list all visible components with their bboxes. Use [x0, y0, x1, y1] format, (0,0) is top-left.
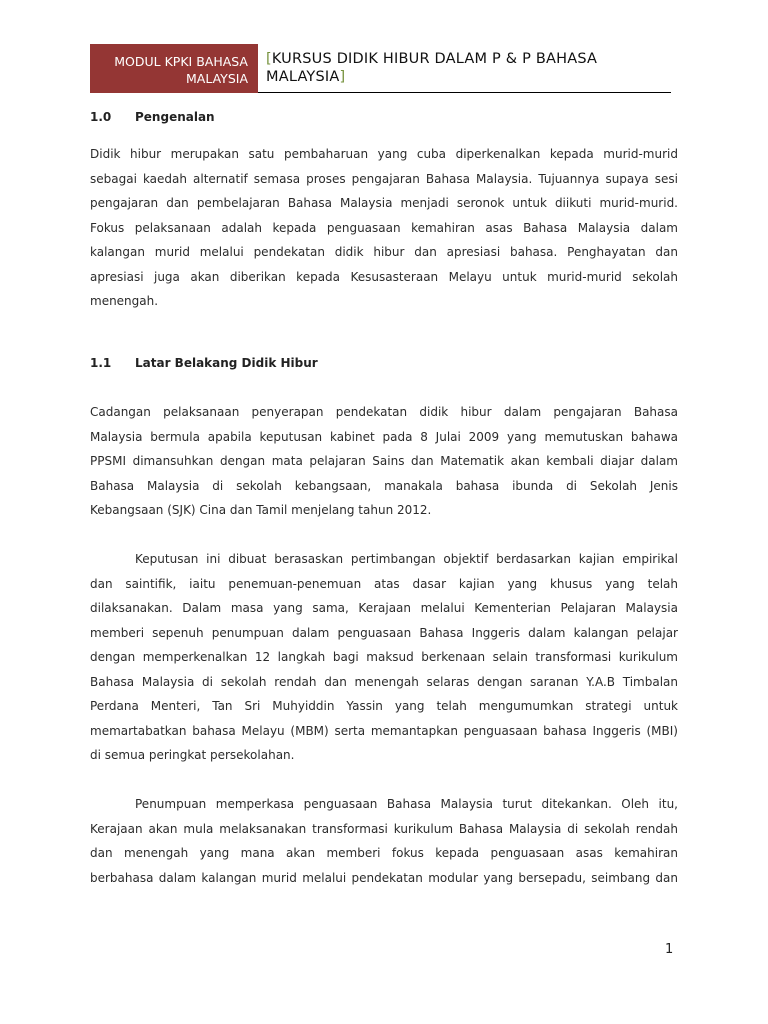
course-title-line1: KURSUS DIDIK HIBUR DALAM P & P BAHASA	[271, 51, 598, 67]
module-label-line2: MALAYSIA	[186, 71, 248, 86]
text-line: berbahasa dalam kalangan murid melalui pendekatan modular yang bersepadu, seimbang dan	[90, 870, 678, 885]
text-line: sebagai kaedah alternatif semasa proses pengajaran Bahasa Malaysia. Tujuannya supaya sesi	[90, 171, 678, 186]
text-line: PPSMI dimansuhkan dengan mata pelajaran Sains dan Matematik akan kembali diajar dalam	[90, 454, 678, 468]
paragraph-background-1	[90, 400, 678, 523]
header-rule	[258, 92, 671, 93]
title-bracket-open: [	[266, 51, 272, 67]
text-line: Penumpuan memperkasa penguasaan Bahasa Malaysia turut ditekankan. Oleh itu,	[135, 797, 678, 811]
text-line: dilaksanakan. Dalam masa yang sama, Kerajaan melalui Kementerian Pelajaran Malaysia	[90, 601, 678, 615]
text-line: Bahasa Malaysia di sekolah rendah dan menengah selaras dengan saranan Y.A.B Timbalan	[90, 674, 678, 689]
text-line: kalangan murid melalui pendekatan didik hibur dan apresiasi bahasa. Penghayatan dan	[90, 245, 678, 259]
paragraph-background-2	[90, 547, 678, 768]
text-line: memartabatkan bahasa Melayu (MBM) serta memantapkan penguasaan bahasa Inggeris (MBI)	[90, 723, 678, 738]
module-label-line1: MODUL KPKI BAHASA	[114, 54, 248, 69]
text-line: Fokus pelaksanaan adalah kepada penguasaan kemahiran asas Bahasa Malaysia dalam	[90, 220, 678, 235]
section-title: Pengenalan	[135, 110, 215, 124]
course-title-line2: MALAYSIA	[266, 69, 340, 85]
text-line: di semua peringkat persekolahan.	[90, 748, 295, 762]
text-line: Kebangsaan (SJK) Cina dan Tamil menjelang tahun 2012.	[90, 503, 432, 517]
text-line: Didik hibur merupakan satu pembaharuan yang cuba diperkenalkan kepada murid-murid	[90, 147, 678, 161]
text-line: Bahasa Malaysia di sekolah kebangsaan, manakala bahasa ibunda di Sekolah Jenis	[90, 478, 678, 493]
page-header	[90, 44, 670, 93]
module-label-box	[90, 44, 258, 93]
page-number: 1	[665, 942, 674, 957]
course-title	[266, 50, 666, 86]
text-line: dan menengah yang mana akan memberi fokus kepada penguasaan asas kemahiran	[90, 846, 678, 860]
text-line: menengah.	[90, 294, 159, 308]
paragraph-introduction	[90, 142, 678, 314]
text-line: Keputusan ini dibuat berasaskan pertimbangan objektif berdasarkan kajian empirikal	[135, 552, 678, 566]
text-line: Kerajaan akan mula melaksanakan transformasi kurikulum Bahasa Malaysia di sekolah rendah	[90, 821, 678, 836]
section-title: Latar Belakang Didik Hibur	[135, 356, 318, 370]
text-line: memberi sepenuh penumpuan dalam penguasaan Bahasa Inggeris dalam kalangan pelajar	[90, 625, 678, 640]
section-heading-introduction	[90, 110, 215, 124]
text-line: dan saintifik, iaitu penemuan-penemuan atas dasar kajian yang khusus yang telah	[90, 576, 678, 591]
text-line: apresiasi juga akan diberikan kepada Kesusasteraan Melayu untuk murid-murid sekolah	[90, 269, 678, 284]
text-line: Malaysia bermula apabila keputusan kabinet pada 8 Julai 2009 yang memutuskan bahawa	[90, 429, 678, 444]
section-heading-background	[90, 356, 318, 370]
text-line: Cadangan pelaksanaan penyerapan pendekatan didik hibur dalam pengajaran Bahasa	[90, 405, 678, 419]
section-number: 1.0	[90, 110, 112, 124]
section-number: 1.1	[90, 356, 112, 370]
paragraph-background-3	[90, 792, 678, 890]
text-line: Perdana Menteri, Tan Sri Muhyiddin Yassin yang telah mengumumkan strategi untuk	[90, 699, 678, 713]
title-bracket-close: ]	[339, 69, 346, 85]
text-line: pengajaran dan pembelajaran Bahasa Malaysia menjadi seronok untuk diikuti murid-murid.	[90, 196, 678, 210]
text-line: dengan memperkenalkan 12 langkah bagi maksud berkenaan selain transformasi kurikulum	[90, 650, 678, 664]
